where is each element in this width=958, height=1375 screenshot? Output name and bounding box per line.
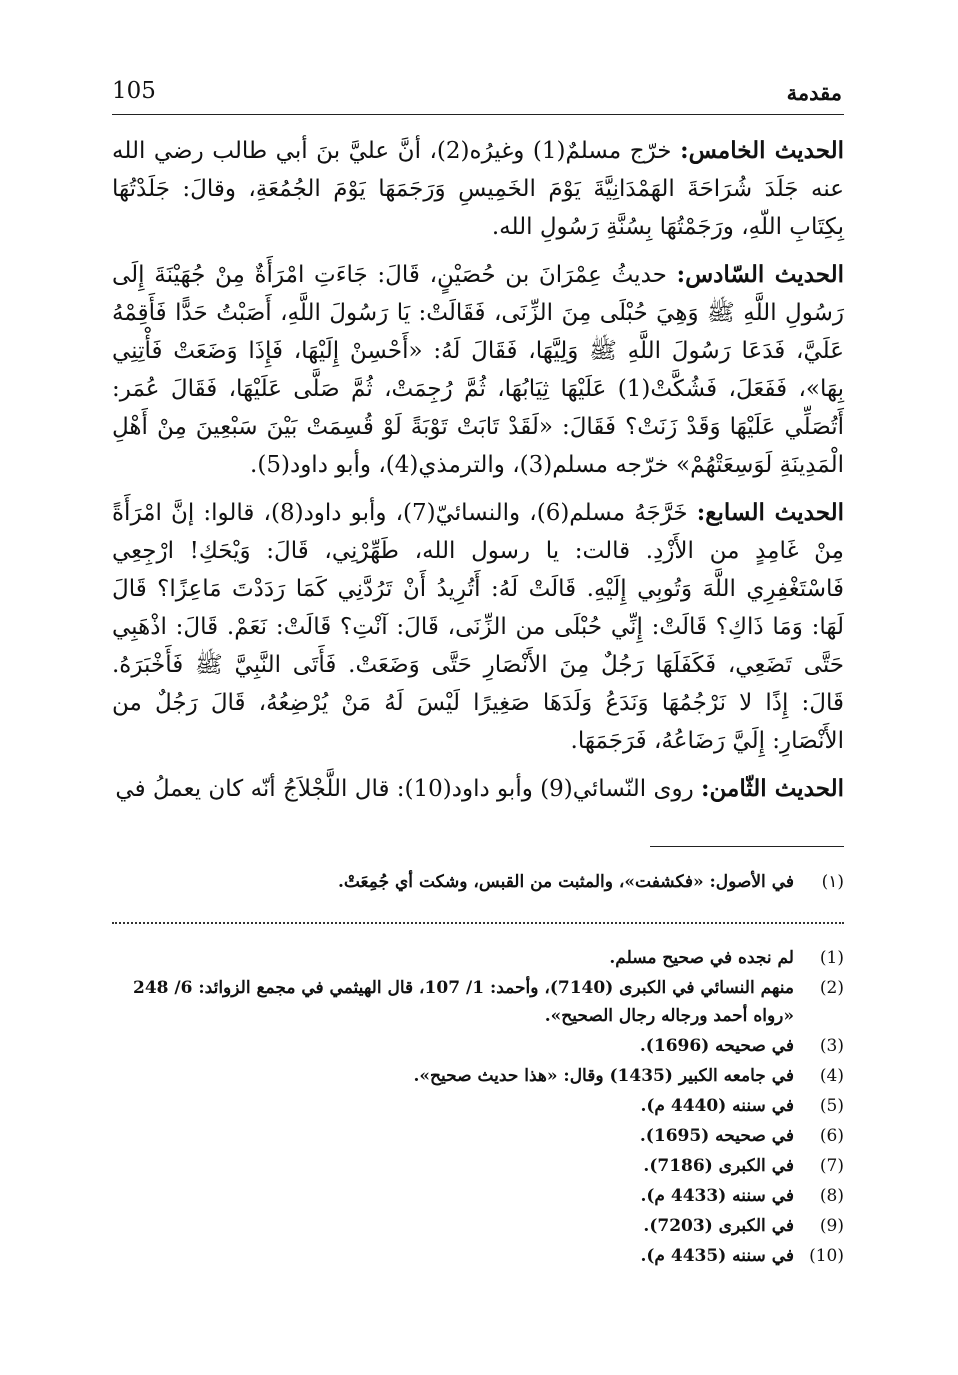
footnote (112, 974, 844, 1030)
tahqiq-footnotes (112, 868, 844, 898)
paragraph-lead: الحديث السّادس: (676, 261, 845, 288)
paragraph-body: حديثُ عِمْرَانَ بن حُصَيْنٍ، قَالَ: جَاءَتِ امْرَأَةٌ مِنْ جُهَيْنَةَ إِلَى رَسُولِ اللَّهِ ﷺ وَهِيَ حُبْلَى مِنَ الزِّنَى، فَقَالَتْ: يَا رَسُولَ اللَّهِ، أَصَبْتُ حَدًّا فَأَقِمْهُ عَلَيَّ، فَدَعَا رَسُولَ اللَّهِ ﷺ وَلِيَّهَا، فَقَالَ لَهُ: «أَحْسِنْ إِلَيْهَا، فَإِذَا وَضَعَتْ فَأْتِنِي بِهَا»، فَفَعَلَ، فَشُكَّتْ(1) عَلَيْهَا ثِيَابُهَا، ثُمَّ رُجِمَتْ، ثُمَّ صَلَّى عَلَيْهَا، فَقَالَ عُمَر: أَتُصَلِّي عَلَيْهَا وَقَدْ زَنَتْ؟ فَقَالَ: «لَقَدْ تَابَتْ تَوْبَةً لَوْ قُسِمَتْ بَيْنَ سَبْعِينَ مِنْ أَهْلِ الْمَدِينَةِ لَوَسِعَتْهُمْ» خرّجه مسلم(3)، والترمذي(4)، وأبو داود(5). (112, 262, 844, 478)
footnote-text: في سننه (4435 م). (640, 1246, 794, 1266)
footnote (112, 1062, 844, 1090)
footnote-text: في جامعه الكبير (1435) وقال: «هذا حديث صحيح». (413, 1066, 794, 1086)
footnote-text: في صحيحه (1695). (639, 1126, 794, 1146)
paragraph-lead: الحديث الثّامن: (701, 775, 844, 802)
paragraph-hadith-6 (112, 256, 844, 484)
footnote-text: في صحيحه (1696). (639, 1036, 794, 1056)
dotted-separator (112, 922, 844, 924)
footnote-number: (١) (821, 872, 844, 892)
paragraph-body: خرّج مسلمٌ(1) وغيرُه(2)، أنَّ عليَّ بنَ أبي طالب رضي الله عنه جَلَدَ شُرَاحَةَ الهَمْدَانِيَّةَ يَوْمَ الخَمِيسِ وَرَجَمَهَا يَوْمَ الجُمُعَةِ، وقالَ: جَلَدْتُهَا بِكِتَابِ اللّهِ، ورَجَمْتُهَا بِسُنَّةِ رَسُولِ الله. (112, 138, 844, 240)
footnote-text: في الكبرى (7203). (643, 1216, 794, 1236)
takhrij-footnotes (112, 944, 844, 1272)
footnote-number: (5) (819, 1096, 844, 1116)
footnote-text: في سننه (4440 م). (640, 1096, 794, 1116)
footnote-text: لم نجده في صحيح مسلم. (609, 948, 794, 968)
footnote (112, 1152, 844, 1180)
paragraph-body: روى النّسائي(9) وأبو داود(10): قال اللَّجْلاَجُ أنّه كان يعملُ في (115, 776, 702, 802)
main-text (112, 132, 844, 818)
footnote (112, 1212, 844, 1240)
footnote-text: في الأصول: «فكشفت»، والمثبت من القبس، وشكت أي جُمِعَتْ. (337, 872, 794, 892)
footnote-number: (7) (819, 1156, 844, 1176)
footnote-number: (8) (819, 1186, 844, 1206)
paragraph-hadith-7 (112, 494, 844, 760)
footnote-rule (650, 846, 844, 847)
running-title: مقدمة (786, 80, 842, 105)
footnote-number: (9) (819, 1216, 844, 1236)
footnote-number: (2) (819, 978, 844, 998)
footnote (112, 1032, 844, 1060)
footnote (112, 944, 844, 972)
paragraph-hadith-5 (112, 132, 844, 246)
footnote (112, 1092, 844, 1120)
footnote-text: منهم النسائي في الكبرى (7140)، وأحمد: 1/ 107، قال الهيثمي في مجمع الزوائد: 6/ 248 «رواه أحمد ورجاله رجال الصحيح». (133, 978, 794, 1026)
footnote-number: (3) (819, 1036, 844, 1056)
footnote (112, 1242, 844, 1270)
page-header (112, 78, 842, 112)
footnote-text: في سننه (4433 م). (640, 1186, 794, 1206)
footnote-number: (1) (819, 948, 844, 968)
footnote-number: (6) (819, 1126, 844, 1146)
header-rule (112, 114, 844, 115)
footnote-number: (4) (819, 1066, 844, 1086)
paragraph-lead: الحديث السابع: (696, 499, 844, 526)
page-number: 105 (112, 78, 156, 104)
footnote-number: (10) (809, 1246, 844, 1266)
paragraph-lead: الحديث الخامس: (680, 137, 845, 164)
footnote-text: في الكبرى (7186). (643, 1156, 794, 1176)
footnote (112, 1122, 844, 1150)
paragraph-body: خَرَّجَهُ مسلم(6)، والنسائيّ(7)، وأبو داود(8)، قالوا: إنَّ امْرَأَةً مِنْ غَامِدٍ من الأَزْدِ. قالت: يا رسول الله، طَهِّرْنِي، قَالَ: وَيْحَكِ! ارْجِعِي فَاسْتَغْفِرِي اللَّهَ وَتُوبِي إِلَيْهِ. قَالَتْ لَهُ: أَتُرِيدُ أَنْ تَرُدَّنِي كَمَا رَدَدْتَ مَاعِزًا؟ قَالَ لَهَا: وَمَا ذَاكِ؟ قَالَتْ: إِنِّي حُبْلَى من الزِّنَى، قَالَ: آنْتِ؟ قَالَتْ: نَعَمْ. قَالَ: اذْهَبِي حَتَّى تَضَعِي، فَكَفَلَهَا رَجُلٌ مِنَ الأَنْصَارِ حَتَّى وَضَعَتْ. فَأَتَى النَّبِيَّ ﷺ فَأَخْبَرَهُ. قَالَ: إِذًا لا نَرْجُمُهَا وَنَدَعُ وَلَدَهَا صَغِيرًا لَيْسَ لَهُ مَنْ يُرْضِعُهُ، قَالَ رَجُلٌ من الأَنْصَارِ: إِلَيَّ رَضَاعُهُ، فَرَجَمَهَا. (112, 500, 845, 754)
footnote (112, 1182, 844, 1210)
footnote (112, 868, 844, 896)
paragraph-hadith-8 (112, 770, 844, 808)
